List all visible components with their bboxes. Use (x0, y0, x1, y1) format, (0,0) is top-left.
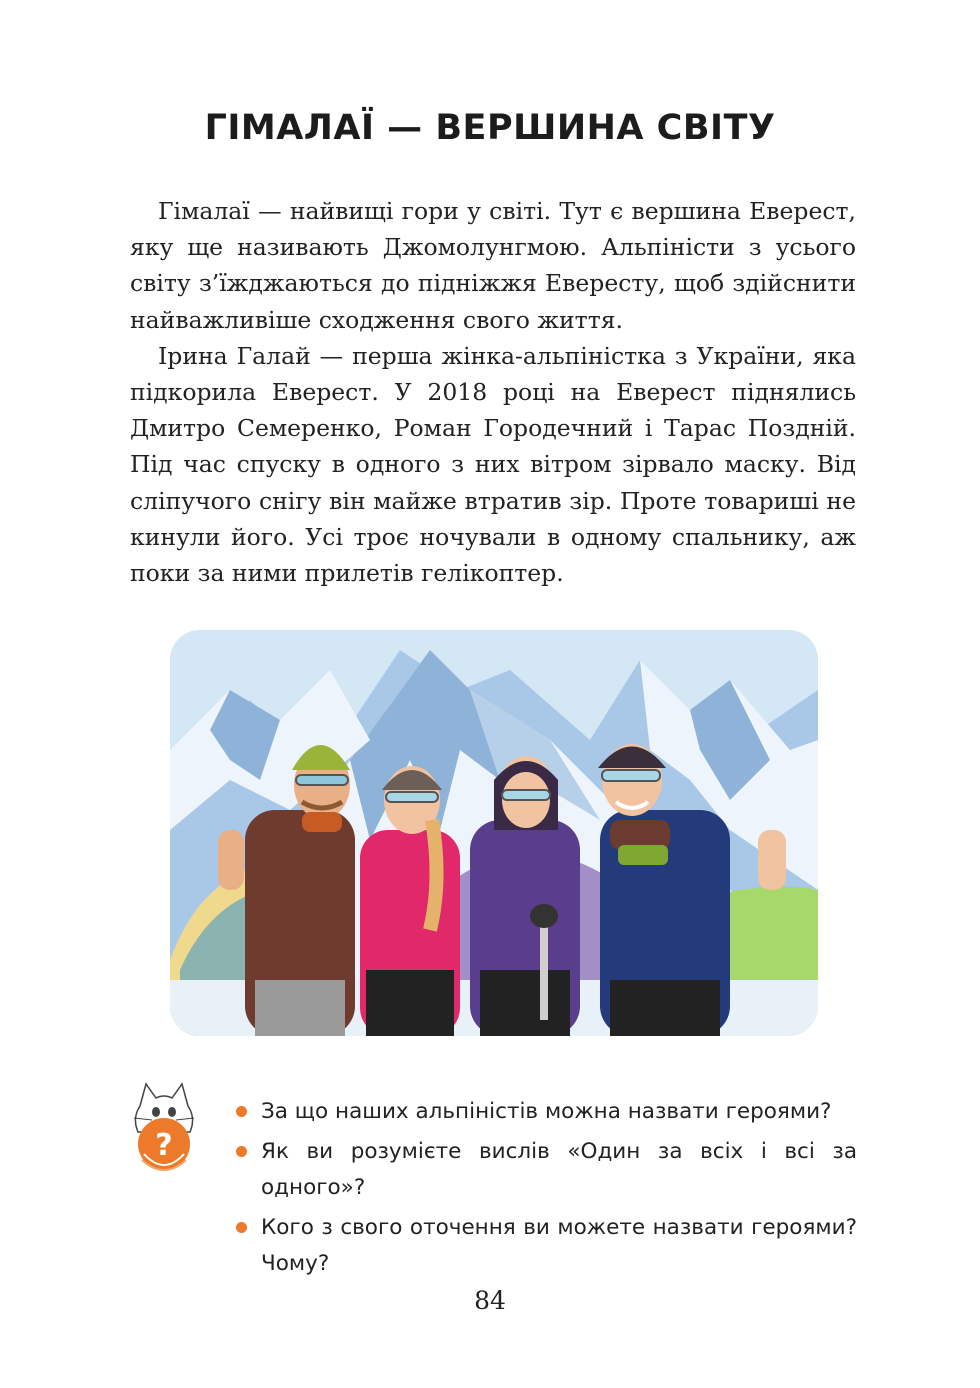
paragraph: Гімалаї — найвищі гори у світі. Тут є вершина Еверест, яку ще називають Джомолунгмою. Альпіністи з усього світу з’їжджаються до підніжжя Евересту, щоб здійснити найважливіше сходження свого життя. (130, 197, 856, 334)
list-item (230, 1094, 857, 1130)
page-number: 84 (474, 1286, 506, 1315)
page-title: ГІМАЛАЇ — ВЕРШИНА СВІТУ (204, 108, 776, 148)
question-mark: ? (155, 1128, 173, 1163)
questions-list (230, 1094, 857, 1286)
question-text: За що наших альпіністів можна назвати героями? (261, 1099, 832, 1124)
question-text: Кого з свого оточення ви можете назвати героями? Чому? (261, 1215, 857, 1276)
climbers-illustration (170, 630, 818, 1036)
list-item (230, 1210, 857, 1282)
article-body (130, 193, 856, 591)
paragraph: Ірина Галай — перша жінка-альпіністка з України, яка підкорила Еверест. У 2018 році на Еверест піднялись Дмитро Семеренко, Роман Городечний і Тарас Поздній. Під час спуску в одного з них вітром зірвало маску. Від сліпучого снігу він майже втратив зір. Проте товариші не кинули його. Усі троє ночували в одному спальнику, аж поки за ними прилетів гелікоптер. (130, 341, 856, 588)
bullet-icon (236, 1146, 247, 1157)
bullet-icon (236, 1222, 247, 1233)
question-cat-icon (126, 1076, 202, 1174)
list-item (230, 1134, 857, 1206)
bullet-icon (236, 1106, 247, 1117)
question-text: Як ви розумієте вислів «Один за всіх і всі за одного»? (261, 1139, 857, 1200)
